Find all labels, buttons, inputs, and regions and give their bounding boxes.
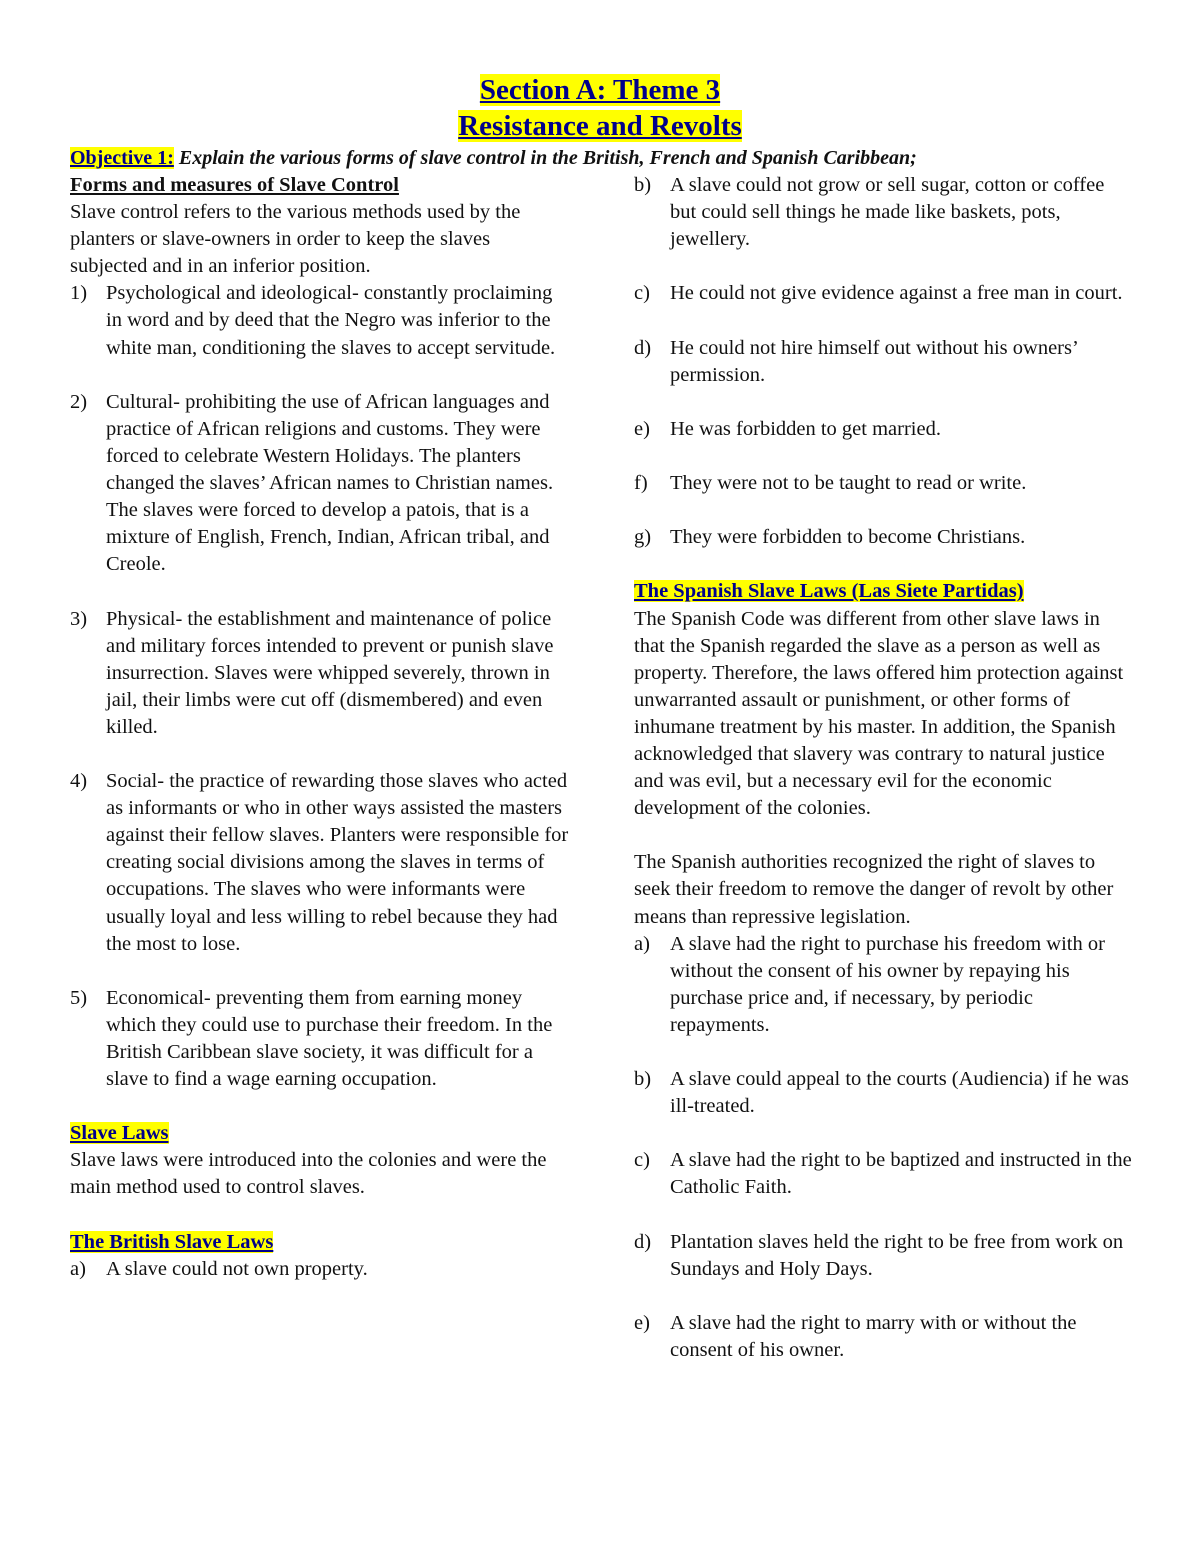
intro-paragraph: Slave control refers to the various methods used by the planters or slave-owners in order to keep the slaves subjected and in an inferior position. (70, 201, 521, 278)
list-item (634, 1147, 1134, 1201)
list-text: Psychological and ideological- constantly proclaiming in word and by deed that the Negro was inferior to the white man, conditioning the slaves to accept servitude. (106, 282, 556, 359)
list-marker: a) (70, 1257, 86, 1280)
list-item (70, 606, 570, 741)
list-item (634, 416, 1134, 443)
list-text: A slave could not grow or sell sugar, cotton or coffee but could sell things he made like baskets, pots, jewellery. (670, 174, 1105, 251)
title-line-1: Section A: Theme 3 (479, 74, 721, 106)
list-marker: b) (634, 174, 652, 196)
list-text: A slave had the right to purchase his freedom with or without the consent of his owner by repaying his purchase price and, if necessary, by periodic repayments. (670, 932, 1105, 1036)
list-marker: d) (634, 336, 652, 359)
list-item (634, 335, 1134, 389)
slave-laws-heading: Slave Laws (70, 1122, 169, 1145)
objective-label: Objective 1: (70, 147, 174, 169)
list-text: Economical- preventing them from earning money which they could use to purchase their freedom. In the British Caribbean slave society, it was difficult for a slave to find a wage earning occupation. (106, 986, 553, 1091)
list-text: A slave could appeal to the courts (Audiencia) if he was ill-treated. (670, 1068, 1129, 1118)
list-marker: 1) (70, 282, 88, 305)
list-text: A slave had the right to be baptized and instructed in the Catholic Faith. (670, 1149, 1132, 1199)
spanish-paragraph-2: The Spanish authorities recognized the right of slaves to seek their freedom to remove the danger of revolt by other means than repressive legislation. (634, 851, 1114, 928)
list-item (634, 1310, 1134, 1364)
list-item (70, 985, 570, 1093)
list-text: A slave had the right to marry with or without the consent of his owner. (670, 1311, 1077, 1362)
list-text: He could not hire himself out without his owners’ permission. (670, 336, 1078, 386)
list-text: A slave could not own property. (106, 1257, 368, 1280)
list-text: He could not give evidence against a free man in court. (670, 282, 1123, 305)
objective-line (70, 145, 1170, 172)
list-marker: 4) (70, 770, 88, 793)
list-item (634, 172, 1134, 253)
list-item (70, 389, 570, 579)
british-laws-heading: The British Slave Laws (70, 1230, 274, 1253)
document-title (0, 72, 1200, 144)
list-text: They were not to be taught to read or write. (670, 472, 1027, 495)
spanish-laws-heading: The Spanish Slave Laws (Las Siete Partidas) (634, 580, 1024, 603)
spanish-paragraph-1: The Spanish Code was different from other slave laws in that the Spanish regarded the slave as a person as well as property. Therefore, the laws offered him protection against unwarranted assault or punishment, or other forms of inhumane treatment by his master. In addition, the Spanish acknowledged that slavery was contrary to natural justice and was evil, but a necessary evil for the economic development of the colonies. (634, 607, 1124, 820)
list-marker: c) (634, 282, 650, 305)
list-item (634, 470, 1134, 497)
list-item (634, 931, 1134, 1039)
list-marker: b) (634, 1068, 652, 1091)
slave-laws-paragraph: Slave laws were introduced into the colonies and were the main method used to control slaves. (70, 1149, 547, 1199)
forms-heading: Forms and measures of Slave Control (70, 174, 399, 196)
list-marker: 5) (70, 986, 88, 1009)
list-text: He was forbidden to get married. (670, 417, 941, 440)
list-marker: c) (634, 1149, 650, 1172)
list-item (634, 1229, 1134, 1283)
list-item (634, 524, 1134, 551)
list-text: Social- the practice of rewarding those slaves who acted as informants or who in other ways assisted the masters against their fellow slaves. Planters were responsible for creating social divisions among the slaves in terms of occupations. The slaves who were informants were usually loyal and less willing to rebel because they had the most to lose. (106, 770, 569, 955)
list-item (70, 768, 570, 958)
list-text: They were forbidden to become Christians. (670, 526, 1026, 549)
list-marker: e) (634, 417, 650, 440)
list-marker: 3) (70, 607, 88, 630)
list-marker: d) (634, 1230, 652, 1253)
list-item (70, 1256, 570, 1283)
list-item (634, 280, 1134, 307)
list-item (634, 1066, 1134, 1120)
list-text: Plantation slaves held the right to be free from work on Sundays and Holy Days. (670, 1230, 1124, 1280)
list-item (70, 280, 570, 361)
list-text: Physical- the establishment and maintenance of police and military forces intended to prevent or punish slave insurrection. Slaves were whipped severely, thrown in jail, their limbs were cut off (dismembered) and even killed. (106, 607, 554, 738)
list-marker: f) (634, 472, 648, 495)
list-marker: a) (634, 932, 650, 955)
list-marker: 2) (70, 390, 88, 413)
list-marker: e) (634, 1311, 650, 1334)
list-text: Cultural- prohibiting the use of African languages and practice of African religions and customs. They were forced to celebrate Western Holidays. The planters changed the slaves’ African names to Christian names. The slaves were forced to develop a patois, that is a mixture of English, French, Indian, African tribal, and Creole. (106, 390, 554, 576)
objective-text: Explain the various forms of slave control in the British, French and Spanish Caribbean; (178, 147, 917, 169)
list-marker: g) (634, 526, 652, 549)
right-column (634, 172, 1134, 1364)
left-column (70, 172, 570, 1283)
title-line-2: Resistance and Revolts (458, 110, 742, 142)
